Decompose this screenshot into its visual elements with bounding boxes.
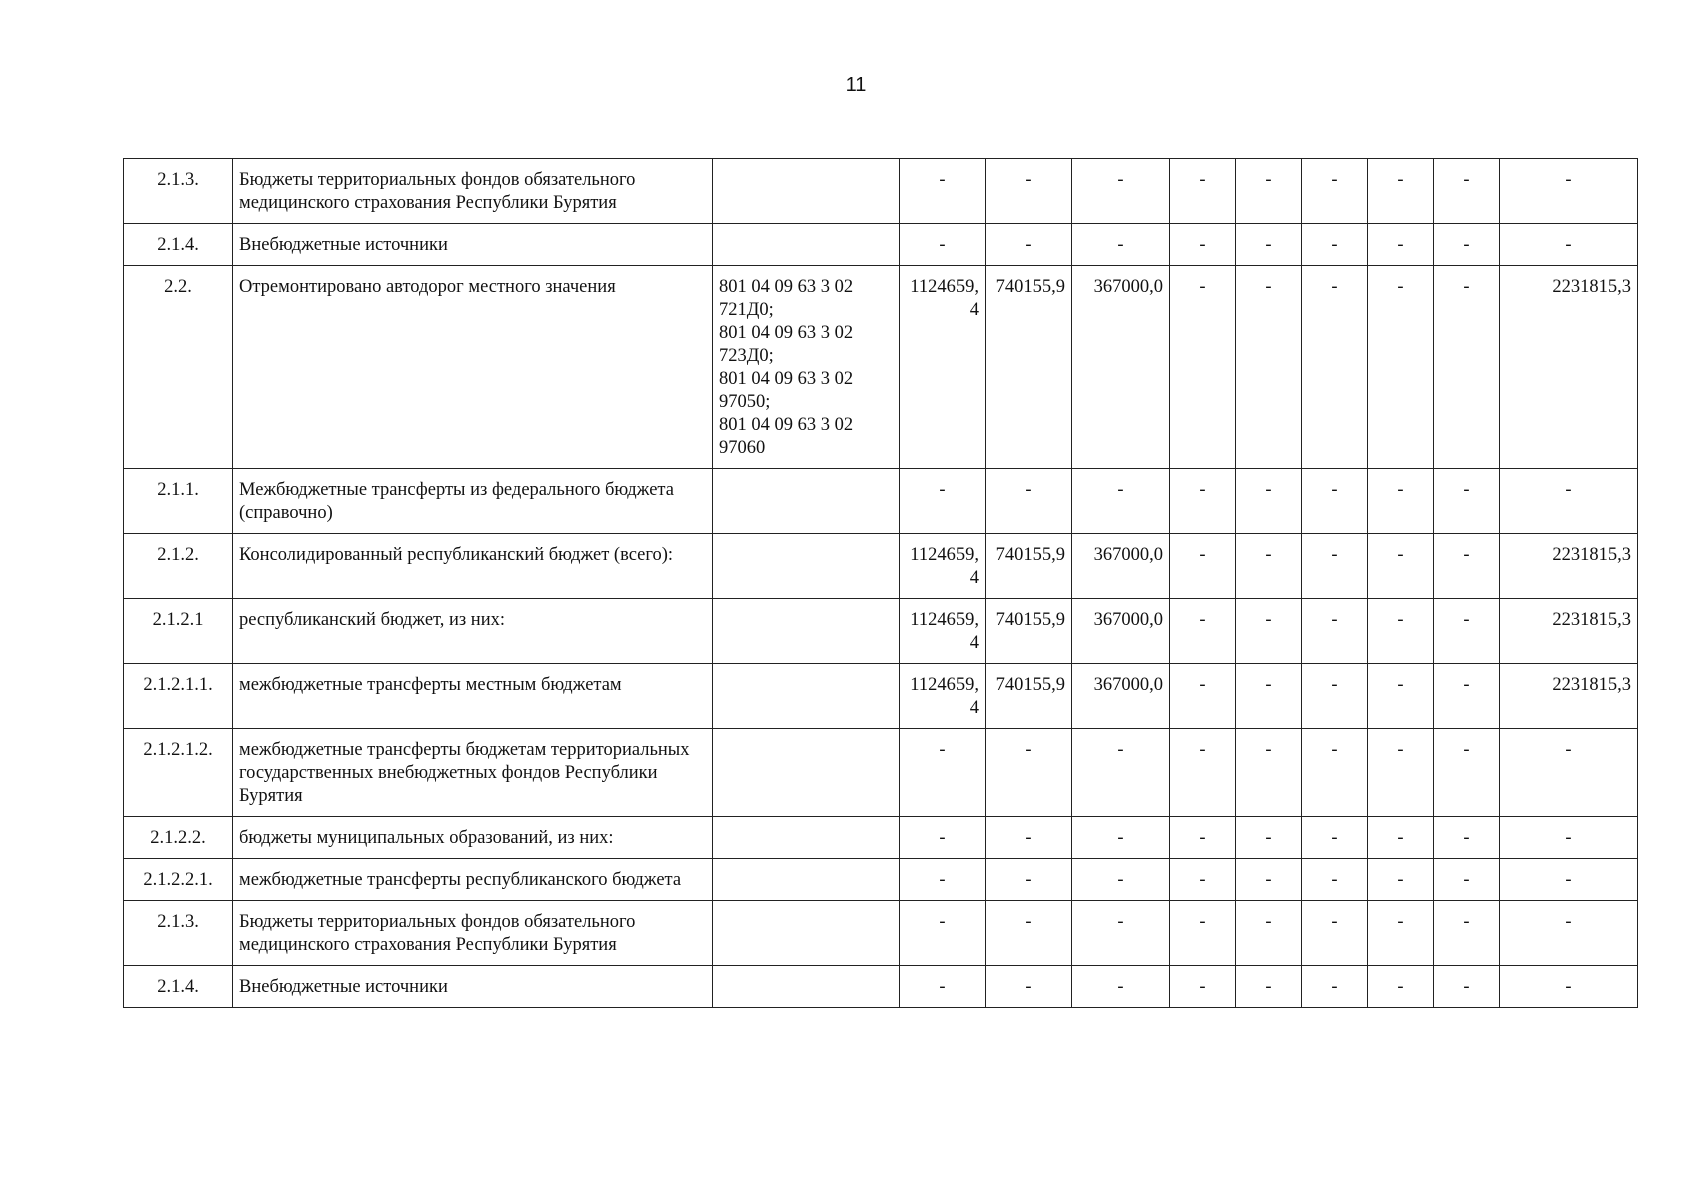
total-cell: - xyxy=(1500,729,1638,817)
budget-code-cell xyxy=(713,599,900,664)
total-cell: - xyxy=(1500,224,1638,266)
value-cell-1: 1124659,4 xyxy=(900,266,986,469)
table-row xyxy=(124,266,1638,469)
value-cell-3: - xyxy=(1072,859,1170,901)
value-cell-5: - xyxy=(1236,469,1302,534)
value-cell-3: - xyxy=(1072,817,1170,859)
value-cell-1: - xyxy=(900,817,986,859)
value-cell-2: - xyxy=(986,966,1072,1008)
total-cell: 2231815,3 xyxy=(1500,599,1638,664)
row-number-cell: 2.1.3. xyxy=(124,159,233,224)
value-cell-7: - xyxy=(1368,901,1434,966)
total-cell: 2231815,3 xyxy=(1500,534,1638,599)
value-cell-8: - xyxy=(1434,469,1500,534)
value-cell-8: - xyxy=(1434,534,1500,599)
value-cell-7: - xyxy=(1368,729,1434,817)
table-row xyxy=(124,817,1638,859)
value-cell-1: - xyxy=(900,859,986,901)
value-cell-1: - xyxy=(900,469,986,534)
value-cell-4: - xyxy=(1170,159,1236,224)
value-cell-4: - xyxy=(1170,901,1236,966)
table-row xyxy=(124,534,1638,599)
value-cell-8: - xyxy=(1434,817,1500,859)
table-row xyxy=(124,664,1638,729)
value-cell-5: - xyxy=(1236,599,1302,664)
value-cell-1: - xyxy=(900,224,986,266)
total-cell: - xyxy=(1500,966,1638,1008)
row-number-cell: 2.1.1. xyxy=(124,469,233,534)
value-cell-7: - xyxy=(1368,859,1434,901)
value-cell-4: - xyxy=(1170,729,1236,817)
row-number-cell: 2.2. xyxy=(124,266,233,469)
value-cell-3: - xyxy=(1072,469,1170,534)
value-cell-4: - xyxy=(1170,966,1236,1008)
row-name-cell: Бюджеты территориальных фондов обязательного медицинского страхования Республики Бурятия xyxy=(233,159,713,224)
value-cell-5: - xyxy=(1236,901,1302,966)
value-cell-4: - xyxy=(1170,859,1236,901)
value-cell-5: - xyxy=(1236,534,1302,599)
value-cell-4: - xyxy=(1170,224,1236,266)
value-cell-8: - xyxy=(1434,901,1500,966)
page-number: 11 xyxy=(845,74,867,96)
value-cell-6: - xyxy=(1302,266,1368,469)
row-number-cell: 2.1.4. xyxy=(124,966,233,1008)
value-cell-8: - xyxy=(1434,599,1500,664)
budget-code-cell xyxy=(713,729,900,817)
value-cell-3: 367000,0 xyxy=(1072,599,1170,664)
value-cell-5: - xyxy=(1236,159,1302,224)
value-cell-1: 1124659,4 xyxy=(900,599,986,664)
total-cell: - xyxy=(1500,817,1638,859)
value-cell-3: - xyxy=(1072,729,1170,817)
value-cell-1: - xyxy=(900,966,986,1008)
total-cell: - xyxy=(1500,469,1638,534)
value-cell-1: 1124659,4 xyxy=(900,664,986,729)
value-cell-5: - xyxy=(1236,859,1302,901)
budget-code-cell xyxy=(713,859,900,901)
value-cell-2: - xyxy=(986,859,1072,901)
row-number-cell: 2.1.2.1 xyxy=(124,599,233,664)
row-name-cell: Бюджеты территориальных фондов обязательного медицинского страхования Республики Бурятия xyxy=(233,901,713,966)
table-row xyxy=(124,469,1638,534)
value-cell-8: - xyxy=(1434,224,1500,266)
value-cell-5: - xyxy=(1236,664,1302,729)
value-cell-7: - xyxy=(1368,469,1434,534)
total-cell: - xyxy=(1500,901,1638,966)
value-cell-3: 367000,0 xyxy=(1072,266,1170,469)
row-name-cell: республиканский бюджет, из них: xyxy=(233,599,713,664)
value-cell-7: - xyxy=(1368,817,1434,859)
table-row xyxy=(124,159,1638,224)
value-cell-2: - xyxy=(986,469,1072,534)
value-cell-6: - xyxy=(1302,599,1368,664)
row-name-cell: межбюджетные трансферты местным бюджетам xyxy=(233,664,713,729)
value-cell-1: - xyxy=(900,901,986,966)
budget-code-cell xyxy=(713,817,900,859)
row-number-cell: 2.1.2.1.1. xyxy=(124,664,233,729)
value-cell-6: - xyxy=(1302,664,1368,729)
table-row xyxy=(124,859,1638,901)
row-name-cell: Консолидированный республиканский бюджет (всего): xyxy=(233,534,713,599)
budget-table-body xyxy=(124,159,1638,1008)
value-cell-6: - xyxy=(1302,224,1368,266)
value-cell-8: - xyxy=(1434,664,1500,729)
budget-code-cell xyxy=(713,469,900,534)
row-number-cell: 2.1.2.2. xyxy=(124,817,233,859)
value-cell-4: - xyxy=(1170,534,1236,599)
row-name-cell: Внебюджетные источники xyxy=(233,966,713,1008)
value-cell-6: - xyxy=(1302,859,1368,901)
row-number-cell: 2.1.2.1.2. xyxy=(124,729,233,817)
value-cell-5: - xyxy=(1236,224,1302,266)
row-name-cell: бюджеты муниципальных образований, из них: xyxy=(233,817,713,859)
budget-code-cell xyxy=(713,664,900,729)
value-cell-7: - xyxy=(1368,534,1434,599)
budget-code-cell: 801 04 09 63 3 02 721Д0; 801 04 09 63 3 02 723Д0; 801 04 09 63 3 02 97050; 801 04 09 63 3 02 97060 xyxy=(713,266,900,469)
value-cell-2: - xyxy=(986,224,1072,266)
value-cell-2: 740155,9 xyxy=(986,664,1072,729)
value-cell-8: - xyxy=(1434,859,1500,901)
row-name-cell: межбюджетные трансферты республиканского бюджета xyxy=(233,859,713,901)
budget-table xyxy=(123,158,1638,1008)
value-cell-8: - xyxy=(1434,729,1500,817)
value-cell-6: - xyxy=(1302,729,1368,817)
value-cell-7: - xyxy=(1368,599,1434,664)
value-cell-3: 367000,0 xyxy=(1072,534,1170,599)
value-cell-3: - xyxy=(1072,224,1170,266)
value-cell-5: - xyxy=(1236,729,1302,817)
value-cell-7: - xyxy=(1368,159,1434,224)
value-cell-2: - xyxy=(986,901,1072,966)
row-number-cell: 2.1.2. xyxy=(124,534,233,599)
value-cell-5: - xyxy=(1236,266,1302,469)
value-cell-7: - xyxy=(1368,966,1434,1008)
table-row xyxy=(124,966,1638,1008)
value-cell-4: - xyxy=(1170,599,1236,664)
table-row xyxy=(124,224,1638,266)
value-cell-2: 740155,9 xyxy=(986,266,1072,469)
value-cell-7: - xyxy=(1368,266,1434,469)
value-cell-5: - xyxy=(1236,817,1302,859)
value-cell-7: - xyxy=(1368,224,1434,266)
budget-code-cell xyxy=(713,159,900,224)
value-cell-6: - xyxy=(1302,469,1368,534)
value-cell-7: - xyxy=(1368,664,1434,729)
value-cell-4: - xyxy=(1170,817,1236,859)
value-cell-5: - xyxy=(1236,966,1302,1008)
row-number-cell: 2.1.2.2.1. xyxy=(124,859,233,901)
value-cell-2: 740155,9 xyxy=(986,599,1072,664)
value-cell-4: - xyxy=(1170,266,1236,469)
total-cell: - xyxy=(1500,859,1638,901)
table-row xyxy=(124,729,1638,817)
value-cell-2: - xyxy=(986,159,1072,224)
value-cell-8: - xyxy=(1434,159,1500,224)
total-cell: 2231815,3 xyxy=(1500,266,1638,469)
row-name-cell: Внебюджетные источники xyxy=(233,224,713,266)
value-cell-1: - xyxy=(900,159,986,224)
value-cell-6: - xyxy=(1302,159,1368,224)
value-cell-8: - xyxy=(1434,266,1500,469)
value-cell-3: - xyxy=(1072,901,1170,966)
row-number-cell: 2.1.4. xyxy=(124,224,233,266)
table-row xyxy=(124,599,1638,664)
value-cell-6: - xyxy=(1302,817,1368,859)
table-row xyxy=(124,901,1638,966)
value-cell-8: - xyxy=(1434,966,1500,1008)
budget-code-cell xyxy=(713,901,900,966)
value-cell-3: 367000,0 xyxy=(1072,664,1170,729)
total-cell: - xyxy=(1500,159,1638,224)
value-cell-6: - xyxy=(1302,534,1368,599)
budget-code-cell xyxy=(713,966,900,1008)
value-cell-2: - xyxy=(986,729,1072,817)
value-cell-4: - xyxy=(1170,469,1236,534)
row-name-cell: Межбюджетные трансферты из федерального бюджета (справочно) xyxy=(233,469,713,534)
budget-code-cell xyxy=(713,534,900,599)
value-cell-1: 1124659,4 xyxy=(900,534,986,599)
value-cell-3: - xyxy=(1072,966,1170,1008)
row-name-cell: Отремонтировано автодорог местного значения xyxy=(233,266,713,469)
row-name-cell: межбюджетные трансферты бюджетам территориальных государственных внебюджетных фондов Республики Бурятия xyxy=(233,729,713,817)
value-cell-6: - xyxy=(1302,901,1368,966)
total-cell: 2231815,3 xyxy=(1500,664,1638,729)
budget-code-cell xyxy=(713,224,900,266)
value-cell-1: - xyxy=(900,729,986,817)
value-cell-3: - xyxy=(1072,159,1170,224)
value-cell-2: - xyxy=(986,817,1072,859)
value-cell-4: - xyxy=(1170,664,1236,729)
value-cell-6: - xyxy=(1302,966,1368,1008)
row-number-cell: 2.1.3. xyxy=(124,901,233,966)
value-cell-2: 740155,9 xyxy=(986,534,1072,599)
